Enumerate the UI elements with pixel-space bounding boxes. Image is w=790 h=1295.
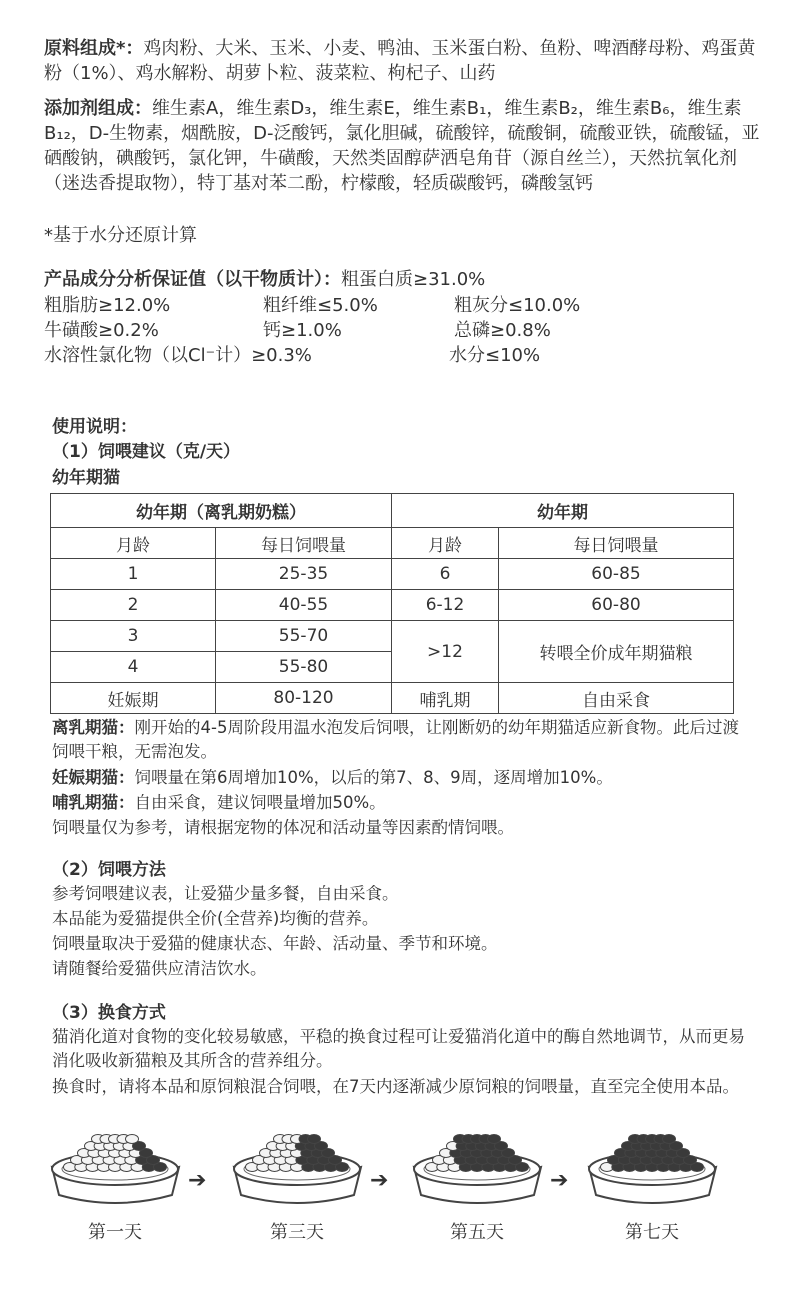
analysis-row-1 <box>44 293 744 318</box>
switch-paragraph-1: 猫消化道对食物的变化较易敏感，平稳的换食过程可让爱猫消化道中的酶自然地调节，从而更易消化吸收新猫粮及其所含的营养组分。 <box>52 1027 745 1070</box>
table-cell: 55-80 <box>216 652 392 683</box>
additives-label: 添加剂组成： <box>44 98 152 119</box>
table-cell: 40-55 <box>216 590 392 621</box>
switch-paragraph-2: 换食时，请将本品和原饲粮混合饲喂，在7天内逐渐减少原饲粮的饲喂量，直至完全使用本品。 <box>52 1077 739 1096</box>
ingredients-paragraph <box>44 36 764 86</box>
right-arrow-icon: ➔ <box>188 1168 207 1193</box>
analysis-fat: 粗脂肪≥12.0% <box>44 295 171 316</box>
analysis-label: 产品成分分析保证值（以干物质计）： <box>44 269 341 290</box>
feeding-table <box>50 493 734 714</box>
table-cell: 6-12 <box>392 590 499 621</box>
method-line: 饲喂量取决于爱猫的健康状态、年龄、活动量、季节和环境。 <box>52 934 498 953</box>
note-label: 妊娠期猫： <box>52 768 135 787</box>
analysis-ash: 粗灰分≤10.0% <box>454 295 581 316</box>
table-cell: 6 <box>392 559 499 590</box>
new-kibble <box>308 1135 321 1144</box>
table-head-kitten: 幼年期 <box>392 494 734 528</box>
note-text: 饲喂量在第6周增加10%，以后的第7、8、9周，逐周增加10%。 <box>134 768 613 787</box>
analysis-fiber: 粗纤维≤5.0% <box>263 295 378 316</box>
analysis-row-3 <box>44 343 744 368</box>
table-cell: 2 <box>51 590 216 621</box>
new-kibble <box>663 1135 676 1144</box>
additives-paragraph <box>44 96 764 196</box>
table-cell: 自由采食 <box>499 683 734 714</box>
note-weaning <box>52 716 752 764</box>
food-bowl <box>585 1125 720 1214</box>
feeding-suggestion-title: （1）饲喂建议（克/天） <box>52 442 241 462</box>
bowl-icon <box>410 1125 545 1210</box>
table-row <box>51 559 734 590</box>
table-cell: 25-35 <box>216 559 392 590</box>
table-row <box>51 683 734 714</box>
analysis-row-2 <box>44 318 744 343</box>
note-lactation <box>52 791 752 815</box>
note-label: 哺乳期猫： <box>52 793 135 812</box>
table-row <box>51 590 734 621</box>
bowl-icon <box>585 1125 720 1210</box>
method-line: 参考饲喂建议表，让爱猫少量多餐，自由采食。 <box>52 884 399 903</box>
analysis-phosphorus: 总磷≥0.8% <box>454 320 551 341</box>
right-arrow-icon: ➔ <box>370 1168 389 1193</box>
col-amount: 每日饲喂量 <box>499 528 734 559</box>
table-cell: 1 <box>51 559 216 590</box>
kitten-subtitle: 幼年期猫 <box>52 468 120 488</box>
table-cell: 3 <box>51 621 216 652</box>
food-bowl <box>230 1125 365 1214</box>
note-text: 刚开始的4-5周阶段用温水泡发后饲喂，让刚断奶的幼年期猫适应新食物。此后过渡饲喂干粮，无需泡发。 <box>52 718 739 761</box>
analysis-protein: 粗蛋白质≥31.0% <box>341 269 486 290</box>
note-label: 离乳期猫： <box>52 718 135 737</box>
note-text: 自由采食，建议饲喂量增加50%。 <box>134 793 386 812</box>
right-arrow-icon: ➔ <box>550 1168 569 1193</box>
note-pregnancy <box>52 766 752 790</box>
table-cell: 80-120 <box>216 683 392 714</box>
analysis-chloride: 水溶性氯化物（以Cl⁻计）≥0.3% <box>44 345 312 366</box>
note-text: 饲喂量仅为参考，请根据宠物的体况和活动量等因素酌情饲喂。 <box>52 818 514 837</box>
bowl-icon <box>230 1125 365 1210</box>
day-label: 第五天 <box>450 1222 504 1243</box>
ingredients-label: 原料组成*： <box>44 38 144 59</box>
food-bowl <box>48 1125 183 1214</box>
day-label: 第七天 <box>625 1222 679 1243</box>
method-title: （2）饲喂方法 <box>52 860 166 880</box>
table-cell: 转喂全价成年期猫粮 <box>499 621 734 683</box>
col-month: 月龄 <box>392 528 499 559</box>
analysis-calcium: 钙≥1.0% <box>263 320 342 341</box>
new-kibble <box>488 1135 501 1144</box>
table-cell: 55-70 <box>216 621 392 652</box>
bowl-icon <box>48 1125 183 1210</box>
day-label: 第三天 <box>270 1222 324 1243</box>
day-label: 第一天 <box>88 1222 142 1243</box>
footnote: *基于水分还原计算 <box>44 225 197 246</box>
old-kibble <box>126 1135 139 1144</box>
switch-title: （3）换食方式 <box>52 1003 166 1023</box>
table-cell: >12 <box>392 621 499 683</box>
analysis-heading <box>44 267 485 292</box>
table-cell: 60-85 <box>499 559 734 590</box>
method-line: 本品能为爱猫提供全价(全营养)均衡的营养。 <box>52 909 379 928</box>
additives-text: 维生素A，维生素D₃，维生素E，维生素B₁，维生素B₂，维生素B₆，维生素B₁₂，D-生物素，烟酰胺，D-泛酸钙，氯化胆碱，硫酸锌，硫酸铜，硫酸亚铁，硫酸锰，亚硒酸钠，碘酸钙，氯化钾，牛磺酸，天然类固醇萨洒皂角苷（源自丝兰），天然抗氧化剂（迷迭香提取物），特丁基对苯二酚，柠檬酸，轻质碳酸钙，磷酸氢钙 <box>44 98 760 194</box>
food-bowl <box>410 1125 545 1214</box>
col-month: 月龄 <box>51 528 216 559</box>
table-cell: 妊娠期 <box>51 683 216 714</box>
analysis-taurine: 牛磺酸≥0.2% <box>44 320 159 341</box>
method-line: 请随餐给爱猫供应清洁饮水。 <box>52 959 267 978</box>
analysis-moisture: 水分≤10% <box>449 345 541 366</box>
table-cell: 哺乳期 <box>392 683 499 714</box>
table-cell: 4 <box>51 652 216 683</box>
table-cell: 60-80 <box>499 590 734 621</box>
table-head-weaning: 幼年期（离乳期奶糕） <box>51 494 392 528</box>
col-amount: 每日饲喂量 <box>216 528 392 559</box>
note-reference <box>52 816 752 840</box>
ingredients-text: 鸡肉粉、大米、玉米、小麦、鸭油、玉米蛋白粉、鱼粉、啤酒酵母粉、鸡蛋黄粉（1%）、鸡水解粉、胡萝卜粒、菠菜粒、枸杞子、山药 <box>44 38 756 84</box>
usage-title: 使用说明： <box>52 417 137 437</box>
table-row <box>51 621 734 652</box>
